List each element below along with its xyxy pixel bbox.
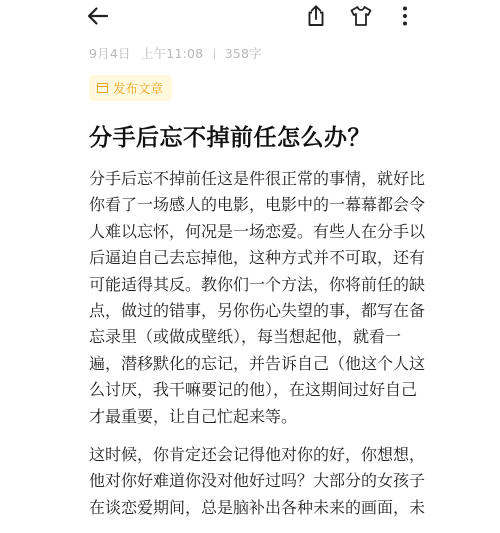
more-vertical-icon [393, 4, 417, 28]
paragraph-line: 后逼迫自己去忘掉他，这种方式并不可取，还有 [89, 248, 426, 268]
paragraph-line: 么讨厌，我干嘛要记的他），在这期间过好自己 [89, 380, 418, 400]
article-icon [97, 83, 108, 93]
share-icon [304, 4, 328, 28]
publish-article-button[interactable] [89, 75, 172, 101]
paragraph-line: 在谈恋爱期间，总是脑补出各种未来的画面，未 [89, 497, 426, 517]
article-time: 上午11:08 [140, 46, 204, 61]
article-paragraph [89, 166, 426, 430]
paragraph-line: 这时候，你肯定还会记得他对你的好，你想想， [89, 444, 426, 464]
more-button[interactable] [391, 2, 419, 30]
paragraph-line: 可能适得其反。教你们一个方法，你将前任的缺 [89, 274, 426, 294]
article-body[interactable] [89, 166, 426, 533]
article-date: 9月4日 [89, 46, 131, 61]
share-button[interactable] [302, 2, 330, 30]
paragraph-line: 分手后忘不掉前任这是件很正常的事情，就好比 [89, 169, 426, 188]
article-word-count: 358字 [224, 46, 262, 61]
article-paragraph [89, 442, 426, 521]
paragraph-line: 人难以忘怀，何况是一场恋爱。有些人在分手以 [89, 221, 426, 241]
paragraph-line: 遍，潜移默化的忘记，并告诉自己（他这个人这 [89, 353, 426, 373]
paragraph-line: 他对你好难道你没对他好过吗？大部分的女孩子 [89, 471, 426, 491]
paragraph-line: 你看了一场感人的电影，电影中的一幕幕都会令 [89, 195, 426, 215]
tshirt-icon [349, 4, 373, 28]
arrow-left-icon [86, 4, 110, 28]
article-meta [89, 44, 262, 62]
top-toolbar [0, 0, 500, 34]
meta-divider [214, 49, 215, 59]
back-button[interactable] [84, 2, 112, 30]
publish-article-label: 发布文章 [113, 81, 164, 96]
paragraph-line: 点，做过的错事，另你伤心失望的事，都写在备 [89, 300, 426, 320]
paragraph-line: 忘录里（或做成壁纸），每当想起他，就看一 [89, 327, 402, 347]
article-title: 分手后忘不掉前任怎么办？ [89, 125, 371, 151]
theme-button[interactable] [347, 2, 375, 30]
paragraph-line: 才最重要，让自己忙起来等。 [89, 406, 298, 426]
